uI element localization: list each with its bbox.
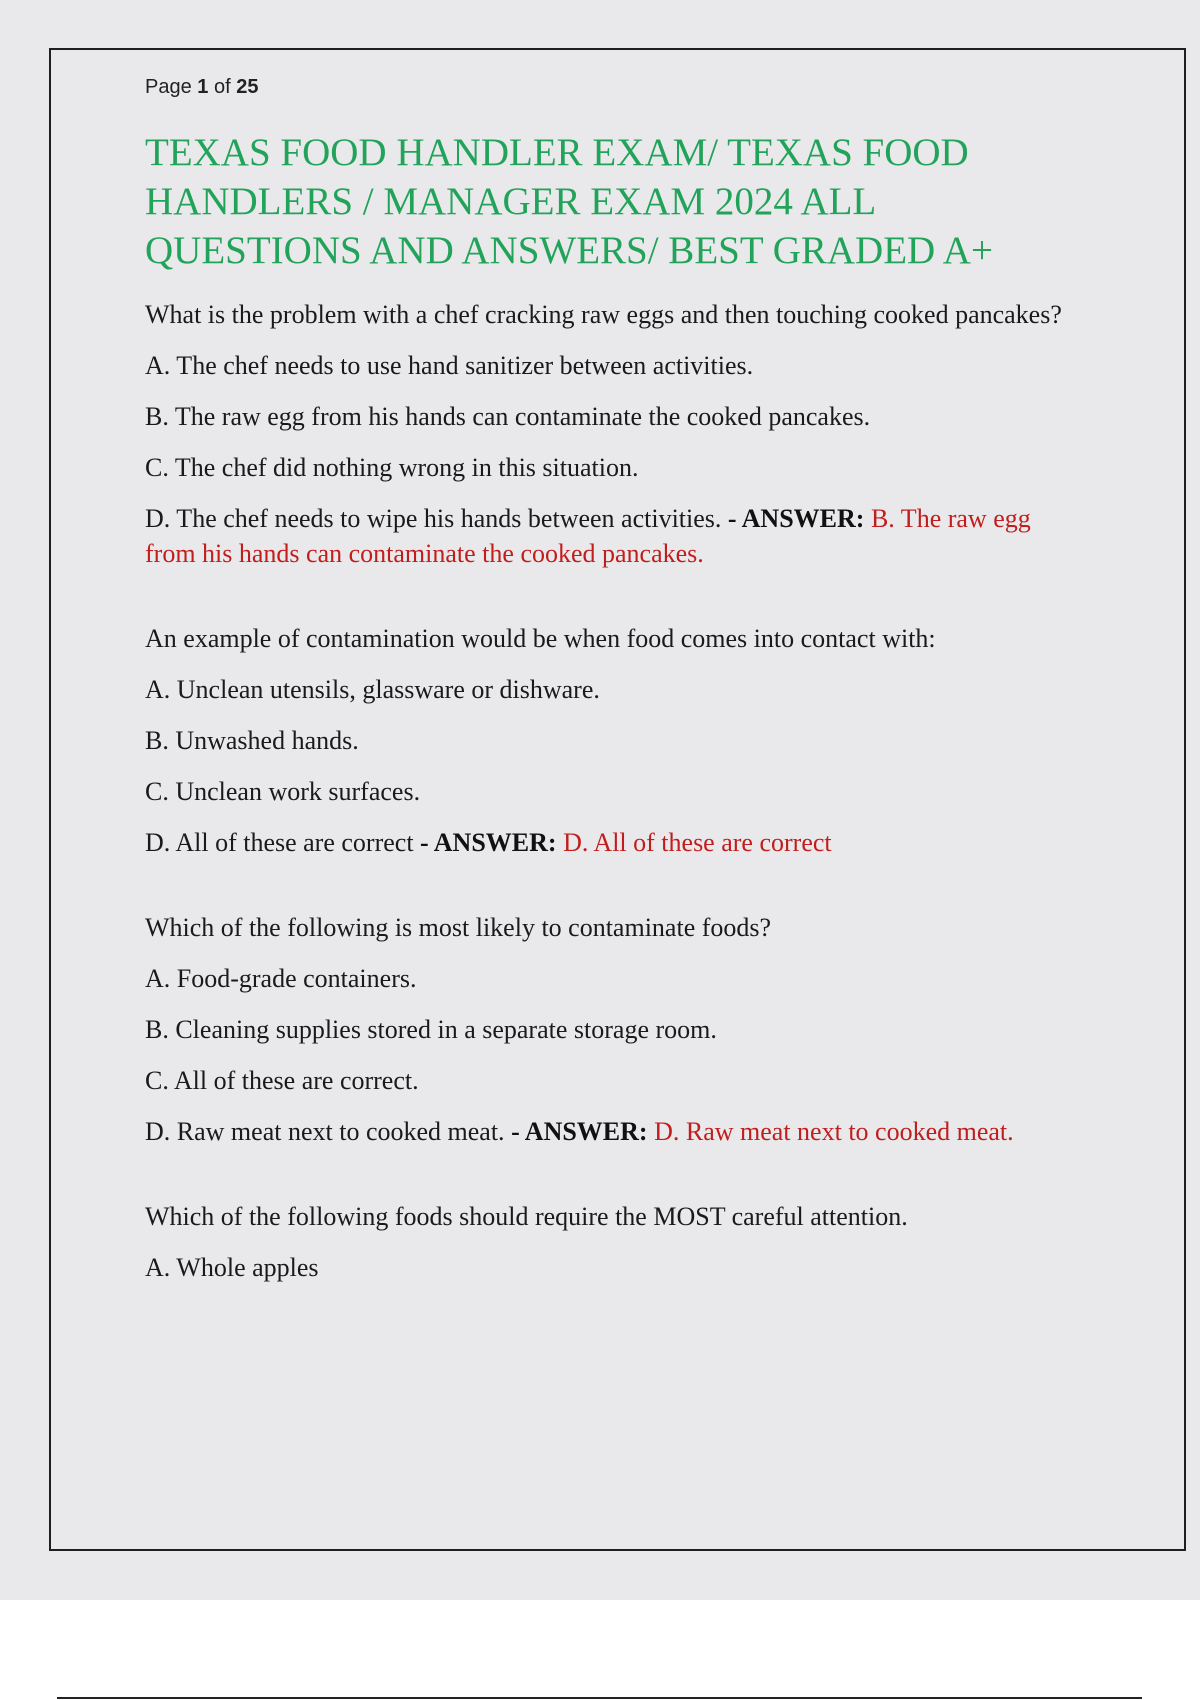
answer-option: B. The raw egg from his hands can contaminate the cooked pancakes. [145, 402, 871, 431]
answer-option: A. Food-grade containers. [145, 964, 417, 993]
question-text: Which of the following foods should require the MOST careful attention. [145, 1202, 908, 1231]
answer-option: B. Unwashed hands. [145, 726, 359, 755]
answer-option: D. All of these are correct [145, 828, 414, 857]
answer-option-with-answer [145, 825, 1075, 860]
question-text: What is the problem with a chef cracking raw eggs and then touching cooked pancakes? [145, 300, 1062, 329]
answer-option: C. Unclean work surfaces. [145, 777, 421, 806]
question-block [145, 1199, 1075, 1285]
answer-option: D. Raw meat next to cooked meat. [145, 1117, 505, 1146]
answer-option: B. Cleaning supplies stored in a separate storage room. [145, 1015, 717, 1044]
question-block [145, 297, 1075, 571]
correct-answer: D. All of these are correct [563, 828, 832, 857]
answer-option: C. The chef did nothing wrong in this situation. [145, 453, 639, 482]
page-number: Page 1 of 25 [145, 76, 259, 98]
correct-answer: B. The raw egg from his hands can contaminate the cooked pancakes. [145, 504, 1031, 568]
correct-answer: D. Raw meat next to cooked meat. [654, 1117, 1014, 1146]
answer-label: ANSWER: [741, 504, 865, 533]
answer-option: A. Whole apples [145, 1253, 319, 1282]
answer-option-with-answer [145, 1114, 1075, 1149]
question-text: An example of contamination would be when food comes into contact with: [145, 624, 936, 653]
answer-option-with-answer [145, 501, 1075, 571]
footer-rule [57, 1697, 1142, 1699]
answer-separator: - [721, 504, 742, 533]
answer-option: D. The chef needs to wipe his hands between activities. [145, 504, 722, 533]
answer-label: ANSWER: [524, 1117, 648, 1146]
answer-separator: - [504, 1117, 525, 1146]
answer-separator: - [413, 828, 434, 857]
document-title: TEXAS FOOD HANDLER EXAM/ TEXAS FOOD HANDLERS / MANAGER EXAM 2024 ALL QUESTIONS AND ANSWERS/ BEST GRADED A+ [145, 131, 993, 272]
page-content [145, 70, 1075, 1301]
answer-option: A. Unclean utensils, glassware or dishware. [145, 675, 600, 704]
answer-label: ANSWER: [433, 828, 557, 857]
question-block [145, 910, 1075, 1149]
answer-option: A. The chef needs to use hand sanitizer between activities. [145, 351, 754, 380]
question-block [145, 621, 1075, 860]
question-text: Which of the following is most likely to contaminate foods? [145, 913, 772, 942]
answer-option: C. All of these are correct. [145, 1066, 419, 1095]
